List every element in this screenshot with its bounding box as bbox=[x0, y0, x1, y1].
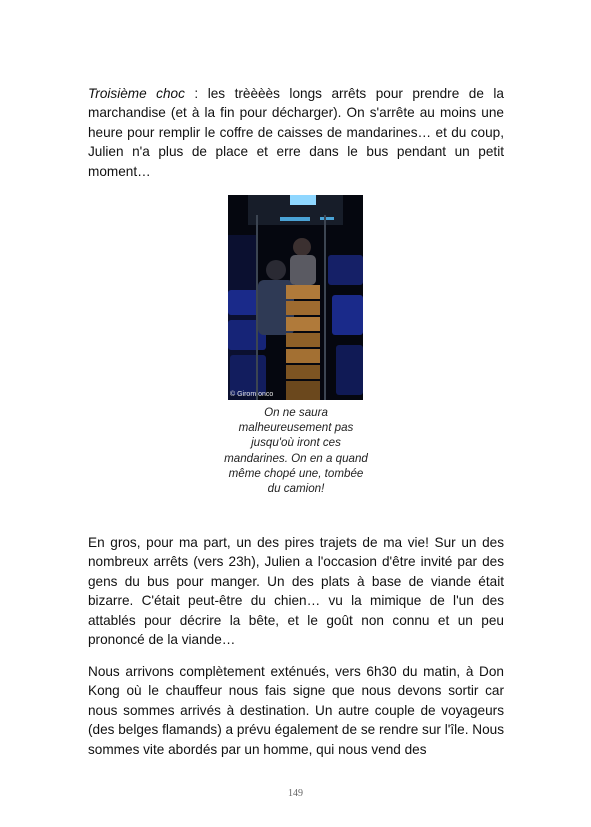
page-number: 149 bbox=[288, 788, 303, 799]
bus-interior-photo bbox=[228, 195, 363, 400]
paragraph-3: Nous arrivons complètement exténués, vers 6h30 du matin, à Don Kong où le chauffeur nous fais signe que nous devons sortir car nous sommes arrivés à destination. Un autre couple de voyageurs (des belges flamands) a prévu également de se rendre sur l'île. Nous sommes vite abordés par un homme, qui nous vend des bbox=[88, 664, 504, 757]
paragraph-1-lead: Troisième choc bbox=[88, 86, 185, 101]
ceiling-light-icon bbox=[290, 195, 316, 205]
paragraph-1-body: : les trèèèès longs arrêts pour prendre de la marchandise (et à la fin pour décharger). On s'arrête au moins une heure pour remplir le coffre de caisses de mandarines… et du coup, Julien n'a plus de place et erre dans le bus pendant un petit moment… bbox=[88, 86, 504, 179]
paragraph-2: En gros, pour ma part, un des pires trajets de ma vie! Sur un des nombreux arrêts (vers 23h), Julien a l'occasion d'être invité par des gens du bus pour manger. Un des plats à base de viande était bizarre. C'était peut-être du chien… vu la mimique de l'un des attablés pour décrire la bête, et le goût non connu et un peu prononcé de la viande… bbox=[88, 535, 504, 648]
photo-illustration bbox=[228, 195, 363, 400]
photo-caption: On ne saura malheureusement pas jusqu'où iront ces mandarines. On en a quand même chopé une, tombée du camion! bbox=[224, 406, 368, 496]
paragraph-1 bbox=[88, 84, 504, 181]
photo-watermark: © Girom onco bbox=[230, 391, 274, 398]
